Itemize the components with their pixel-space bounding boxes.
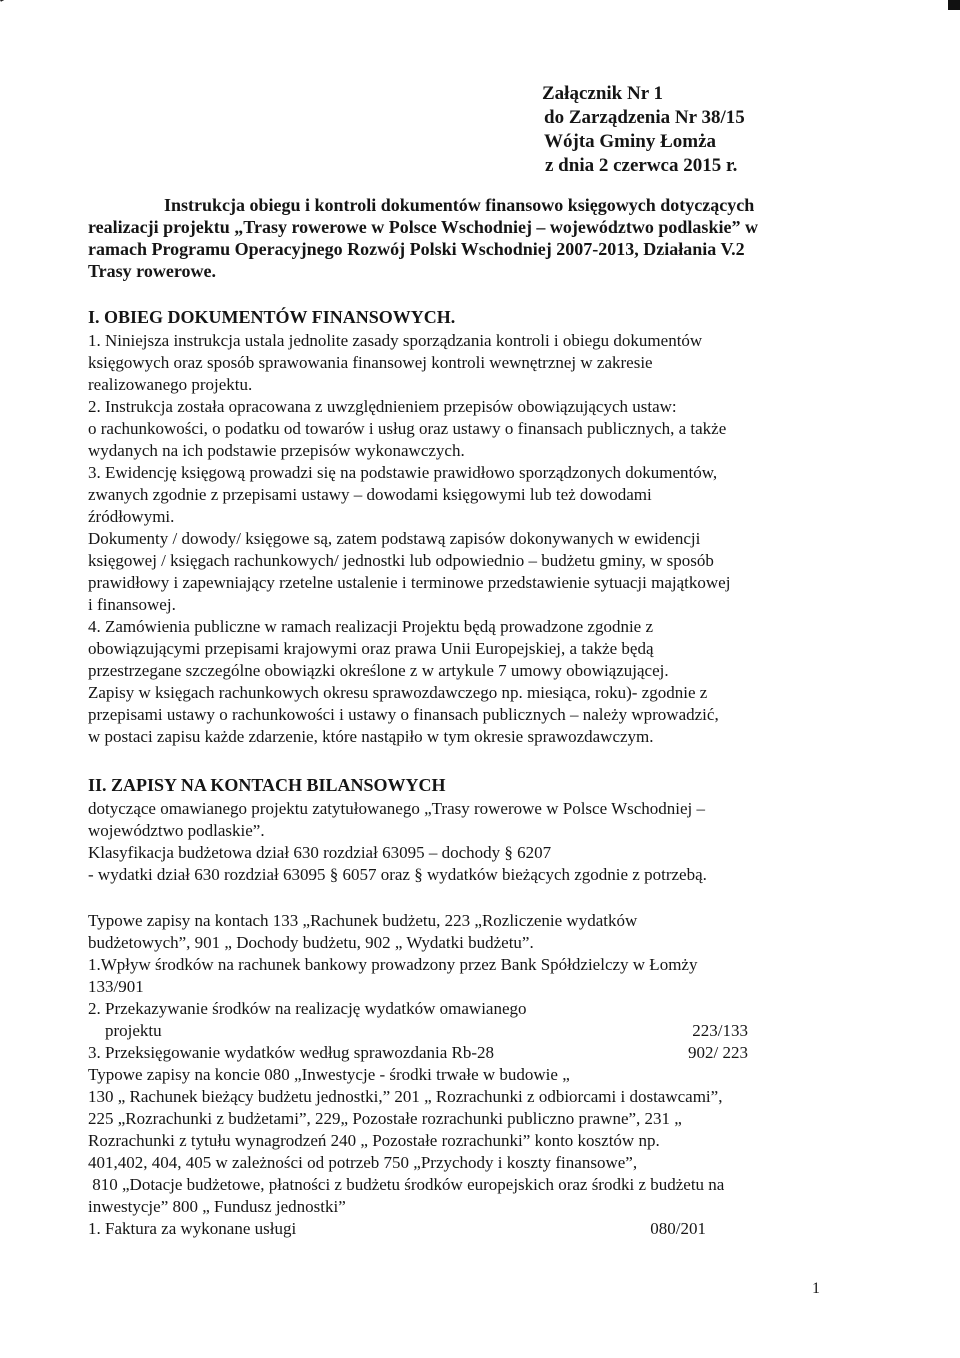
header-line: Wójta Gminy Łomża	[544, 131, 717, 152]
body-line: 1.Wpływ środków na rachunek bankowy prowadzony przez Bank Spółdzielczy w Łomży	[88, 955, 698, 974]
entry-value: 902/ 223	[688, 1043, 748, 1062]
body-line: 4. Zamówienia publiczne w ramach realizacji Projektu będą prowadzone zgodnie z	[88, 617, 654, 636]
title-line: Instrukcja obiegu i kontroli dokumentów finansowo księgowych dotyczących	[164, 195, 755, 215]
body-line: 810 „Dotacje budżetowe, płatności z budżetu środków europejskich oraz środki z budżetu na	[88, 1175, 725, 1194]
body-line: Klasyfikacja budżetowa dział 630 rozdział 63095 – dochody § 6207	[88, 843, 552, 862]
body-line: województwo podlaskie”.	[88, 821, 265, 840]
title-line: ramach Programu Operacyjnego Rozwój Polski Wschodniej 2007-2013, Działania V.2	[88, 239, 745, 259]
body-line: 1. Niniejsza instrukcja ustala jednolite zasady sporządzania kontroli i obiegu dokumentów	[88, 331, 703, 350]
section-2-heading: II. ZAPISY NA KONTACH BILANSOWYCH	[88, 775, 446, 795]
document-title	[88, 194, 826, 282]
body-line: Rozrachunki z tytułu wynagrodzeń 240 „ Pozostałe rozrachunki” konto kosztów np.	[88, 1131, 660, 1150]
body-line: 2. Instrukcja została opracowana z uwzględnieniem przepisów obowiązujących ustaw:	[88, 397, 677, 416]
section-1-heading: I. OBIEG DOKUMENTÓW FINANSOWYCH.	[88, 307, 456, 327]
body-line: inwestycje” 800 „ Fundusz jednostki”	[88, 1197, 346, 1216]
body-line: budżetowych”, 901 „ Dochody budżetu, 902 „ Wydatki budżetu”.	[88, 933, 534, 952]
title-line: Trasy rowerowe.	[88, 261, 216, 281]
entry-label: projektu	[105, 1021, 162, 1040]
body-line: o rachunkowości, o podatku od towarów i usług oraz ustawy o finansach publicznych, a także	[88, 419, 727, 438]
body-line: księgowych oraz sposób sprawowania finansowej kontroli wewnętrznej w zakresie	[88, 353, 653, 372]
body-line: źródłowymi.	[88, 507, 175, 526]
body-line: Zapisy w księgach rachunkowych okresu sprawozdawczego np. miesiąca, roku)- zgodnie z	[88, 683, 708, 702]
entry-value: 080/201	[650, 1219, 706, 1238]
body-line: 130 „ Rachunek bieżący budżetu jednostki,” 201 „ Rozrachunki z odbiorcami i dostawcami”,	[88, 1087, 723, 1106]
body-line: prawidłowy i zapewniający rzetelne ustalenie i terminowe przedstawienie sytuacji majątkowej	[88, 573, 731, 592]
body-line: 133/901	[88, 977, 144, 996]
scan-edge-mark	[948, 0, 960, 10]
entry-label: 1. Faktura za wykonane usługi	[88, 1219, 297, 1238]
body-line: 401,402, 404, 405 w zależności od potrzeb 750 „Przychody i koszty finansowe”,	[88, 1153, 638, 1172]
title-line: realizacji projektu „Trasy rowerowe w Polsce Wschodniej – województwo podlaskie” w	[88, 217, 758, 237]
body-line: Typowe zapisy na kontach 133 „Rachunek budżetu, 223 „Rozliczenie wydatków	[88, 911, 638, 930]
body-line: przepisami ustawy o rachunkowości i ustawy o finansach publicznych – należy wprowadzić,	[88, 705, 719, 724]
body-line: Dokumenty / dowody/ księgowe są, zatem podstawą zapisów dokonywanych w ewidencji	[88, 529, 701, 548]
body-line: realizowanego projektu.	[88, 375, 253, 394]
body-line: 2. Przekazywanie środków na realizację wydatków omawianego	[88, 999, 527, 1018]
header-line: z dnia 2 czerwca 2015 r.	[545, 155, 738, 176]
page-number: 1	[812, 1280, 820, 1297]
body-line: Typowe zapisy na koncie 080 „Inwestycje - środki trwałe w budowie „	[88, 1065, 570, 1084]
attachment-header	[542, 82, 822, 178]
body-line: księgowej / księgach rachunkowych/ jednostki lub odpowiednio – budżetu gminy, w sposób	[88, 551, 714, 570]
section-2-intro	[88, 798, 828, 886]
entry-row	[88, 1042, 748, 1064]
header-line: Załącznik Nr 1	[542, 83, 664, 104]
body-line: przestrzegane szczególne obowiązki określone z w artykule 7 umowy obowiązującej.	[88, 661, 669, 680]
body-line: dotyczące omawianego projektu zatytułowanego „Trasy rowerowe w Polsce Wschodniej –	[88, 799, 706, 818]
body-line: wydanych na ich podstawie przepisów wykonawczych.	[88, 441, 465, 460]
body-line: obowiązującymi przepisami krajowymi oraz prawa Unii Europejskiej, a także będą	[88, 639, 654, 658]
entry-value: 223/133	[692, 1021, 748, 1040]
entry-row	[88, 1020, 748, 1042]
entry-row	[88, 1218, 706, 1240]
scan-corner-mark	[0, 0, 24, 2]
section-1-body	[88, 330, 828, 748]
body-line: zwanych zgodnie z przepisami ustawy – dowodami księgowymi lub też dowodami	[88, 485, 652, 504]
section-2-accounts	[88, 910, 828, 1240]
entry-label: 3. Przeksięgowanie wydatków według sprawozdania Rb-28	[88, 1043, 495, 1062]
body-line: w postaci zapisu każde zdarzenie, które nastąpiło w tym okresie sprawozdawczym.	[88, 727, 654, 746]
body-line: - wydatki dział 630 rozdział 63095 § 6057 oraz § wydatków bieżących zgodnie z potrzebą.	[88, 865, 707, 884]
body-line: 3. Ewidencję księgową prowadzi się na podstawie prawidłowo sporządzonych dokumentów,	[88, 463, 718, 482]
header-line: do Zarządzenia Nr 38/15	[544, 107, 745, 128]
body-line: i finansowej.	[88, 595, 176, 614]
body-line: 225 „Rozrachunki z budżetami”, 229„ Pozostałe rozrachunki publiczno prawne”, 231 „	[88, 1109, 682, 1128]
